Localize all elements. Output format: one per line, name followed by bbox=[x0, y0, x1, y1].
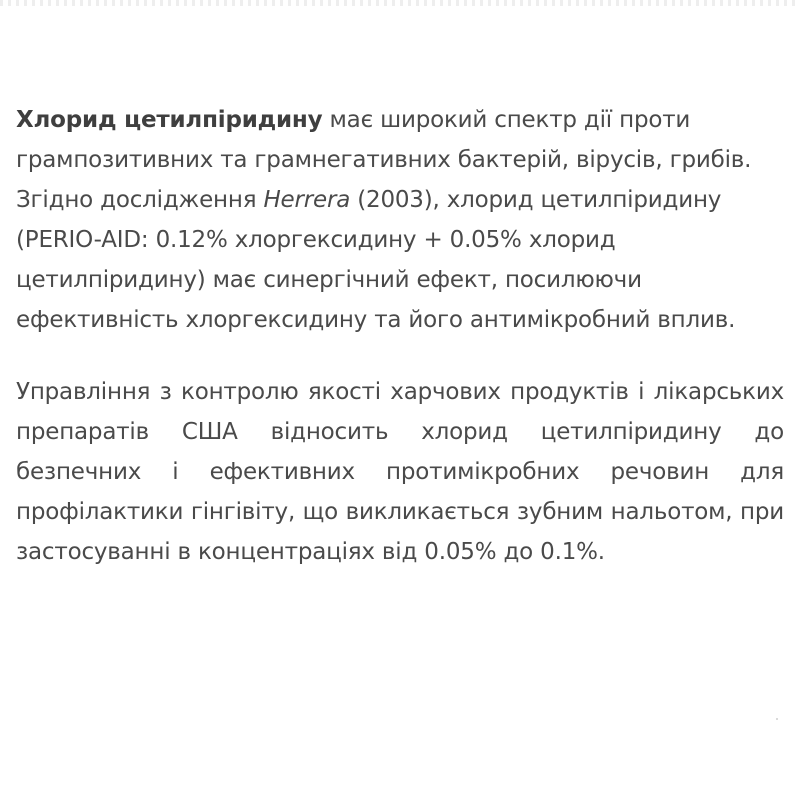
top-divider-strip bbox=[0, 0, 800, 6]
paragraph-text: має широкий спектр дії проти грампозитивних та грамнегативних бактерій, вірусів, грибів. Згідно дослідження bbox=[16, 107, 752, 213]
bold-term: Хлорид цетилпіридину bbox=[16, 107, 323, 133]
article-content bbox=[16, 100, 784, 572]
paragraph-fda-classification bbox=[16, 372, 784, 572]
decorative-dot bbox=[776, 718, 778, 720]
paragraph-text: (2003), хлорид цетилпіридину (PERIO-AID: 0.12% хлоргексидину + 0.05% хлорид цетилпіридину) має синергічний ефект, посилюючи ефективність хлоргексидину та його антимікробний вплив. bbox=[16, 187, 736, 333]
paragraph-text: Управління з контролю якості харчових продуктів і лікарських препаратів США відносить хлорид цетилпіридину до безпечних і ефективних протимікробних речовин для профілактики гінгівіту, що викликається зубним нальотом, при застосуванні в концентраціях від 0.05% до 0.1%. bbox=[16, 379, 784, 565]
italic-author: Herrera bbox=[263, 187, 351, 213]
paragraph-cetylpyridinium-spectrum bbox=[16, 100, 784, 340]
